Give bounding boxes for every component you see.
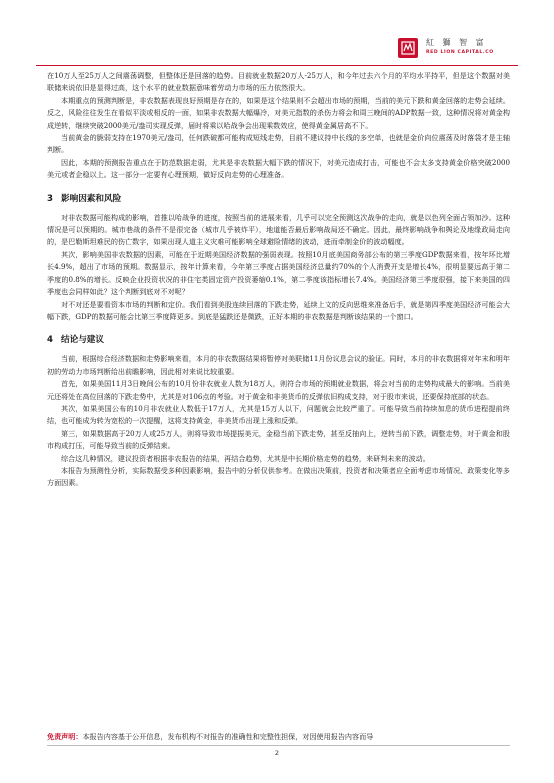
page-header (36, 36, 518, 66)
paragraph: 首先，如果美国11月3日晚间公布的10月份非农就业人数为18万人，则符合市场的预期就业数据，将会对当前的走势构成最大的影响。当前美元还将处在高位回落的下跌走势中，尤其是对106点的考验。对于黄金和非美货币的反弹依旧构成支持，对于股市来说，还要保持底部的状态。 (47, 379, 510, 401)
company-logo (398, 36, 518, 64)
paragraph: 其次，影响美国非农数据的因素，可能在于近期美国经济数据的强弱表现。按照10月底美国商务部公布的第三季度GDP数据来看，按年环比增长4.9%，超出了市场的预期。数据显示，按年计算来看，今年第三季度占据美国经济总量约70%的个人消费开支是增长4%，很明显要远高于第二季度的0.8%的增长。反映企业投资状况的非住宅类固定资产投资萎缩0.1%，第二季度该指标增长7.4%。美国经济第三季度很强，接下来美国的四季度也会同样如此？这个判断到底对不对呢？ (47, 249, 510, 297)
header-divider (36, 65, 518, 66)
section-heading-4 (47, 333, 510, 347)
disclaimer-label: 免责声明： (47, 732, 83, 741)
section-heading-3 (47, 192, 510, 206)
section-number: 4 (47, 335, 53, 346)
logo-chinese-name: 紅 獅 智 富 (426, 38, 487, 47)
section-number: 3 (47, 193, 53, 204)
paragraph: 在10万人至25万人之间震荡调整，但整体还是回落的趋势。目前就业数据20万人-25万人，和今年过去六个月的平均水平持平，但是这个数据对美联储来说依旧是显得过高，这个水平的就业数据意味着劳动力市场的压力依然很大。 (47, 71, 510, 93)
report-body (47, 70, 510, 490)
paragraph: 第三，如果数据高于20万人或25万人，则将导致市场提振美元，金稳当前下跌走势，甚至反抽向上，逆转当前下跌，调整走势，对于黄金和股市构成打压，可能导致当前的反弹结束。 (47, 428, 510, 451)
paragraph: 对非农数据可能构成的影响，首推以哈战争的进度，按照当前的进展来看，几乎可以完全预测这次战争的走向，就是以色列全面占领加沙。这种情况是可以预期的。城市巷战的条件不是很完备（城市几乎被炸平），地道能否最后影响战局还不确定。因此，最终影响战争和舆论及地缘政局走向的，是巴勒斯坦难民的伤亡数字，如果出现人道主义灾难可能影响全球避险情绪的波动，进而牵制金价的波动幅度。 (47, 212, 510, 247)
disclaimer (47, 731, 510, 743)
section-title-text: 影响因素和风险 (61, 193, 122, 204)
logo-english-name: RED LION CAPITAL.CO (426, 50, 494, 55)
disclaimer-text: 本报告内容基于公开信息，发布机构不对报告的准确性和完整性担保，对因使用报告内容而导 (82, 732, 374, 741)
paragraph: 本期重点的预测判断是，非农数据表现良好预期是存在的，如果是这个结果则不会超出市场的预期，当前的美元下跌和黄金回落的走势会延续。反之，风险往往发生在看似平淡或相反的一面，如果非农数据大幅爆冷，对美元指数的杀伤力将会和周三晚间的ADP数据一致，这种情况将对黄金构成逆转，继续突破2000美元/盎司实现反弹，届时将乘以哈战争会出现乘数效应，使得黄金属居高不下。 (47, 95, 510, 130)
page-number: 2 (274, 749, 280, 757)
red-lion-logo-icon (398, 38, 418, 58)
footer-divider (47, 745, 510, 746)
paragraph: 当前，根据综合经济数据和走势影响来看，本月的非农数据结果将暂停对美联储11月份议息会议的验证。同时，本月的非农数据将对年末和明年初的劳动力市场判断给出前瞻影响，因此相对来说比较重要。 (47, 354, 510, 376)
paragraph: 因此，本期的预测报告重点在于防范数据走弱，尤其是非农数据大幅下跌的情况下，对美元造成打击，可能也不会太多支持黄金价格突破2000美元或者企稳以上。这一部分一定要有心理预期，做好反向走势的心理准备。 (47, 157, 510, 180)
paragraph: 其次，如果美国公布的10月非农就业人数低于17万人，尤其是15万人以下，问题就会比较严重了。可能导致当前持续加息的货币进程提前终结，也可能成为转为宽松的一次提醒，这将支持黄金，非美货币出现上涨和反弹。 (47, 403, 510, 426)
paragraph: 本报告为预测性分析，实际数据受多种因素影响，报告中的分析仅供参考。在做出决策前，投资者和决策者应全面考虑市场情况、政策变化等多方面因素。 (47, 465, 510, 488)
section-title-text: 结论与建议 (61, 335, 104, 346)
paragraph: 当前黄金的脆弱支持在1970美元/盎司，任何跌破都可能构成短线走势，目前不建议持中长线的多空单，也就是金价向位震荡及时落袋才是主轴判断。 (47, 133, 510, 155)
paragraph: 综合这几种情况，建议投资者根据非农报告的结果，再结合趋势，尤其是中长期价格走势的趋势，来研判未来的波动。 (61, 453, 430, 463)
paragraph: 对不对还是要看资本市场的判断和定价。我们看到美股连续回落的下跌走势，延续上文的反向思维来准备后手，就是第四季度美国经济可能会大幅下跌，GDP的数据可能会比第三季度降更多。到底是猛跌还是微跌，正好本期的非农数据是判断该结果的一个窗口。 (47, 299, 510, 321)
